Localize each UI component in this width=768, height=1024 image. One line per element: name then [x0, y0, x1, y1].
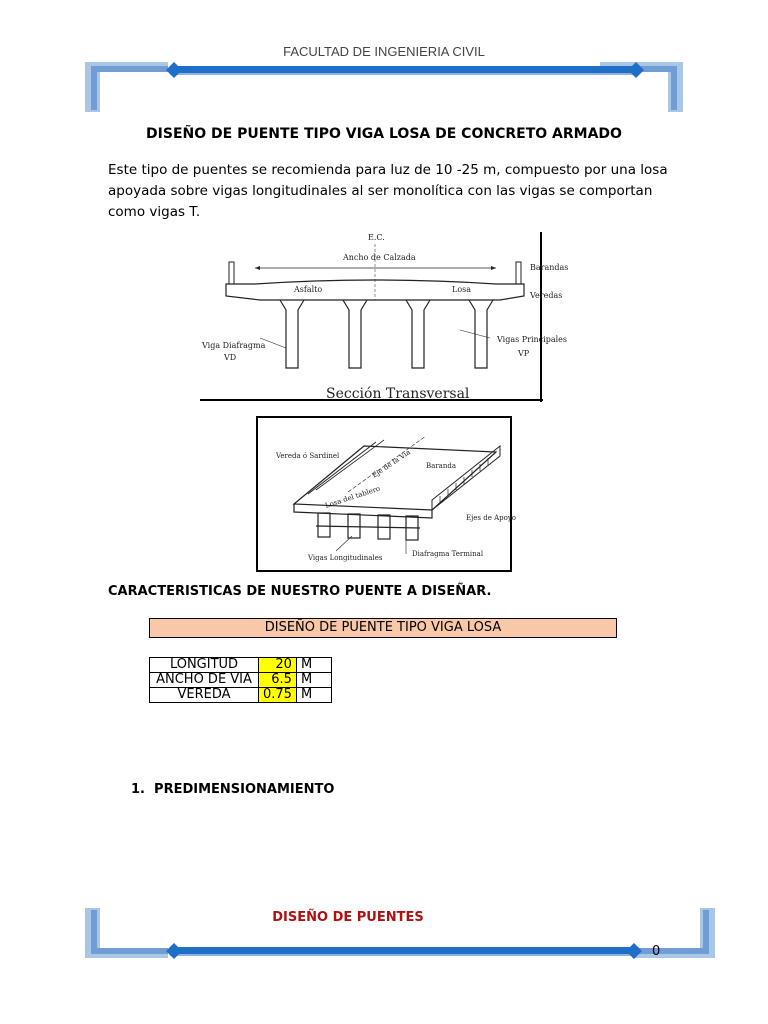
param-value: 0.75 [259, 688, 297, 703]
footer-frame-bar [170, 947, 632, 954]
header-frame [0, 0, 768, 120]
param-value: 20 [259, 658, 297, 673]
label-vigas-principales: Vigas Principales [497, 335, 567, 344]
label-viga-diafragma: Viga Diafragma [202, 341, 266, 350]
label-veredas: Veredas [530, 291, 563, 300]
header-frame-left-bracket [85, 62, 168, 112]
header-frame-bar [170, 66, 634, 73]
girder-shapes [280, 300, 493, 368]
label-eje-via: Eje de la Via [370, 448, 412, 480]
label-losa: Losa [452, 285, 472, 294]
right-railing-icon [516, 262, 521, 284]
label-ejes-apoyo: Ejes de Apoyo [466, 514, 517, 522]
cross-section-caption: Sección Transversal [326, 386, 470, 402]
param-label: LONGITUD [150, 658, 259, 673]
label-vp: VP [518, 349, 530, 358]
label-ancho-calzada: Ancho de Calzada [343, 253, 416, 262]
perspective-figure [256, 416, 517, 572]
param-value: 6.5 [259, 673, 297, 688]
param-unit: M [296, 673, 331, 688]
cross-section-figure [200, 230, 572, 402]
param-label: ANCHO DE VIA [150, 673, 259, 688]
label-vd: VD [224, 353, 237, 362]
section-number: 1. [131, 782, 145, 797]
footer-diamond-left-icon [166, 943, 182, 959]
footer-title: DISEÑO DE PUENTES [272, 910, 424, 925]
table-row [150, 688, 332, 703]
table-row [150, 673, 332, 688]
parameters-table [149, 657, 332, 703]
label-vigas-longitudinales: Vigas Longitudinales [308, 554, 383, 562]
label-losa-tablero: Losa del tablero [324, 484, 382, 510]
param-unit: M [296, 688, 331, 703]
label-asfalto: Asfalto [294, 285, 323, 294]
intro-paragraph: Este tipo de puentes se recomienda para luz de 10 -25 m, compuesto por una losa apoyada sobre vigas longitudinales al ser monolítica con las vigas se comportan como vigas T. [108, 162, 668, 220]
section-heading [131, 782, 334, 797]
label-baranda: Baranda [426, 462, 456, 470]
table-row [150, 658, 332, 673]
left-railing-icon [229, 262, 234, 284]
label-ec: E.C. [368, 233, 385, 242]
label-diafragma-terminal: Diafragma Terminal [412, 550, 484, 558]
page-number: 0 [652, 944, 661, 959]
header-diamond-left-icon [166, 62, 182, 78]
characteristics-heading: CARACTERISTICAS DE NUESTRO PUENTE A DISEÑAR. [108, 584, 492, 599]
param-label: VEREDA [150, 688, 259, 703]
label-vereda-sardinel: Vereda ó Sardinel [276, 452, 340, 460]
header-title: FACULTAD DE INGENIERIA CIVIL [283, 44, 485, 59]
design-banner: DISEÑO DE PUENTE TIPO VIGA LOSA [149, 618, 617, 638]
param-unit: M [296, 658, 331, 673]
label-barandas: Barandas [530, 263, 569, 272]
section-title: PREDIMENSIONAMIENTO [154, 782, 335, 797]
document-title: DISEÑO DE PUENTE TIPO VIGA LOSA DE CONCRETO ARMADO [146, 126, 622, 142]
